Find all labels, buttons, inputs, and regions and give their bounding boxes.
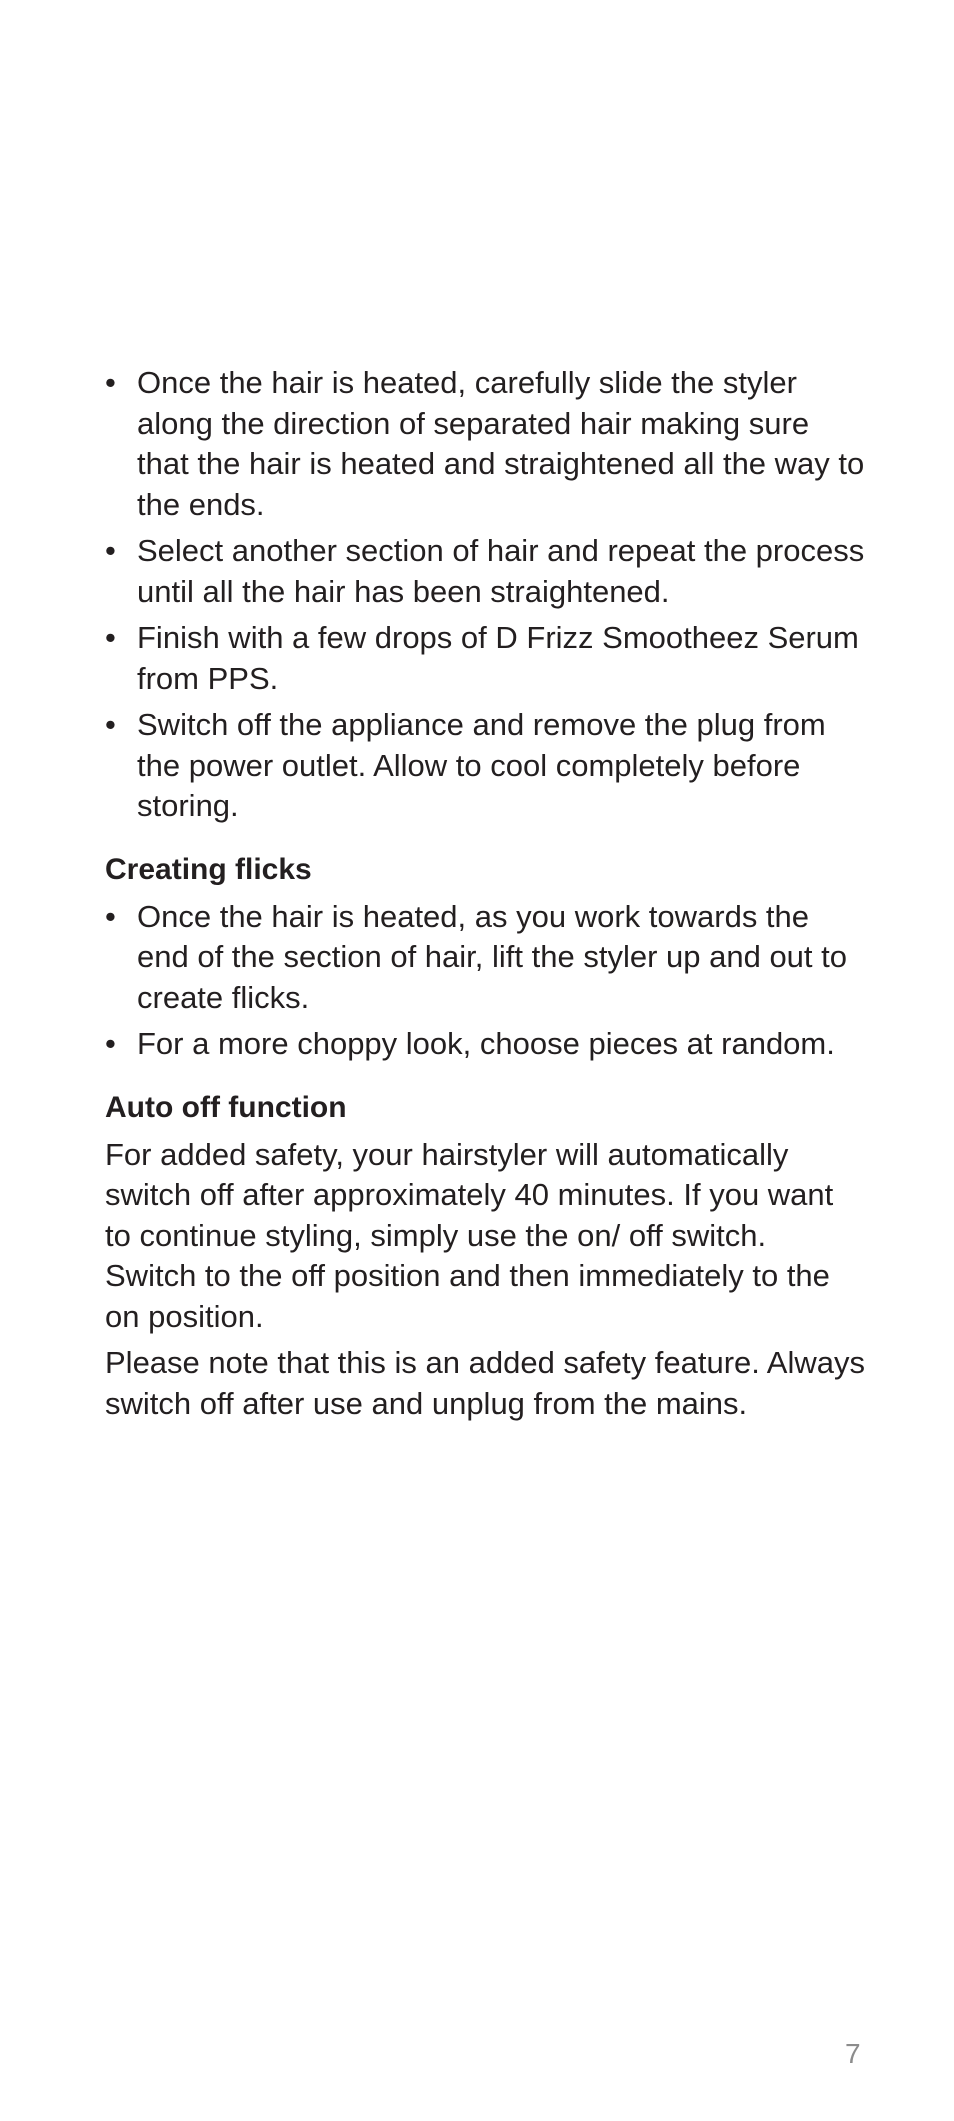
auto-off-heading: Auto off function (105, 1090, 347, 1124)
list-item (105, 618, 865, 699)
list-item (105, 897, 865, 1019)
list-item (105, 531, 865, 612)
bullet-icon: • (105, 707, 116, 742)
bullet-icon: • (105, 898, 116, 934)
safety-note-paragraph: Please note that this is an added safety feature. Always switch off after use and unplug from the mains. (105, 1345, 865, 1421)
list-item (105, 1024, 865, 1065)
bullet-icon: • (105, 620, 116, 655)
list-item-text: Once the hair is heated, carefully slide the styler along the direction of separated hair making sure that the hair is heated and straightened all the way to the ends. (137, 365, 865, 522)
page-number: 7 (845, 2038, 861, 2069)
page-content (105, 363, 865, 1430)
list-item (105, 705, 865, 827)
list-item-text: Select another section of hair and repeat the process until all the hair has been straightened. (137, 533, 865, 609)
creating-flicks-list (105, 897, 865, 1065)
bullet-icon: • (105, 1026, 116, 1061)
bullet-icon: • (105, 533, 116, 568)
list-item-text: Switch off the appliance and remove the plug from the power outlet. Allow to cool completely before storing. (137, 707, 826, 823)
list-item-text: Finish with a few drops of D Frizz Smootheez Serum from PPS. (137, 620, 859, 696)
list-item-text: For a more choppy look, choose pieces at random. (137, 1026, 835, 1061)
list-item (105, 363, 865, 525)
auto-off-paragraph: For added safety, your hairstyler will automatically switch off after approximately 40 minutes. If you want to continue styling, simply use the on/ off switch. Switch to the off position and then immediately to the on position. (105, 1136, 834, 1334)
styling-steps-list (105, 363, 865, 827)
list-item-text: Once the hair is heated, as you work towards the end of the section of hair, lift the styler up and out to create flicks. (137, 898, 848, 1015)
bullet-icon: • (105, 365, 116, 400)
creating-flicks-heading: Creating flicks (105, 852, 312, 886)
